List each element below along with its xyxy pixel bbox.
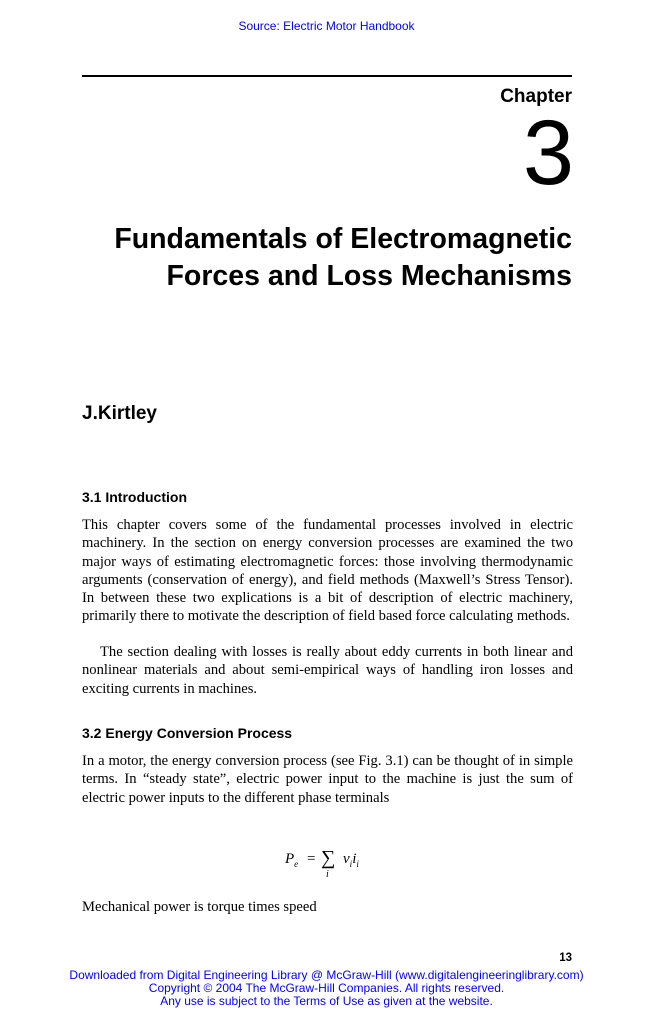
equation-rhs: $v_ii_i$ — [343, 851, 359, 869]
chapter-title-line-2: Forces and Loss Mechanisms — [166, 260, 572, 292]
footer-download-link[interactable]: Downloaded from Digital Engineering Library @ McGraw-Hill (www.digitalengineeringlibrary.com) — [69, 968, 584, 982]
chapter-title-line-1: Fundamentals of Electromagnetic — [114, 223, 572, 255]
paragraph — [82, 643, 573, 698]
summation-symbol: ∑ — [321, 847, 336, 869]
summation-index: i — [326, 869, 329, 880]
chapter-label: Chapter — [500, 86, 572, 107]
section-heading-energy-conversion: 3.2 Energy Conversion Process — [82, 725, 293, 741]
equals-sign: = — [307, 851, 316, 867]
paragraph: Mechanical power is torque times speed — [82, 899, 317, 915]
paragraph: In a motor, the energy conversion process (see Fig. 3.1) can be thought of in simple terms. In “steady state”, electric power input to the machine is just the sum of electric power inputs to the different phase terminals — [82, 753, 573, 806]
footer-copyright: Copyright © 2004 The McGraw-Hill Companies. All rights reserved. — [148, 981, 505, 995]
footer-terms-link[interactable]: Any use is subject to the Terms of Use as given at the website. — [160, 994, 493, 1008]
chapter-rule — [82, 75, 572, 77]
page-number: 13 — [559, 952, 572, 964]
footer-notice — [0, 969, 653, 1008]
section-heading-introduction: 3.1 Introduction — [82, 489, 187, 505]
equation-lhs: $P_e$ — [285, 851, 299, 869]
paragraph-text: The section dealing with losses is really about eddy currents in both linear and nonlinear materials and about semi-empirical ways of handling iron losses and exciting currents in machines. — [82, 644, 573, 697]
chapter-number: 3 — [522, 102, 574, 204]
chapter-author: J.Kirtley — [82, 403, 157, 424]
chapter-title — [114, 221, 572, 295]
power-equation — [285, 849, 385, 885]
source-link[interactable]: Source: Electric Motor Handbook — [238, 19, 415, 33]
paragraph: This chapter covers some of the fundamental processes involved in electric machinery. In the section on energy conversion processes are examined the two major ways of estimating electromagnetic forces: those involving thermodynamic arguments (conservation of energy), and field methods (Maxwell’s Stress Tensor). In between these two explications is a bit of description of electric machinery, primarily there to motivate the description of field based force calculating methods. — [82, 517, 573, 625]
